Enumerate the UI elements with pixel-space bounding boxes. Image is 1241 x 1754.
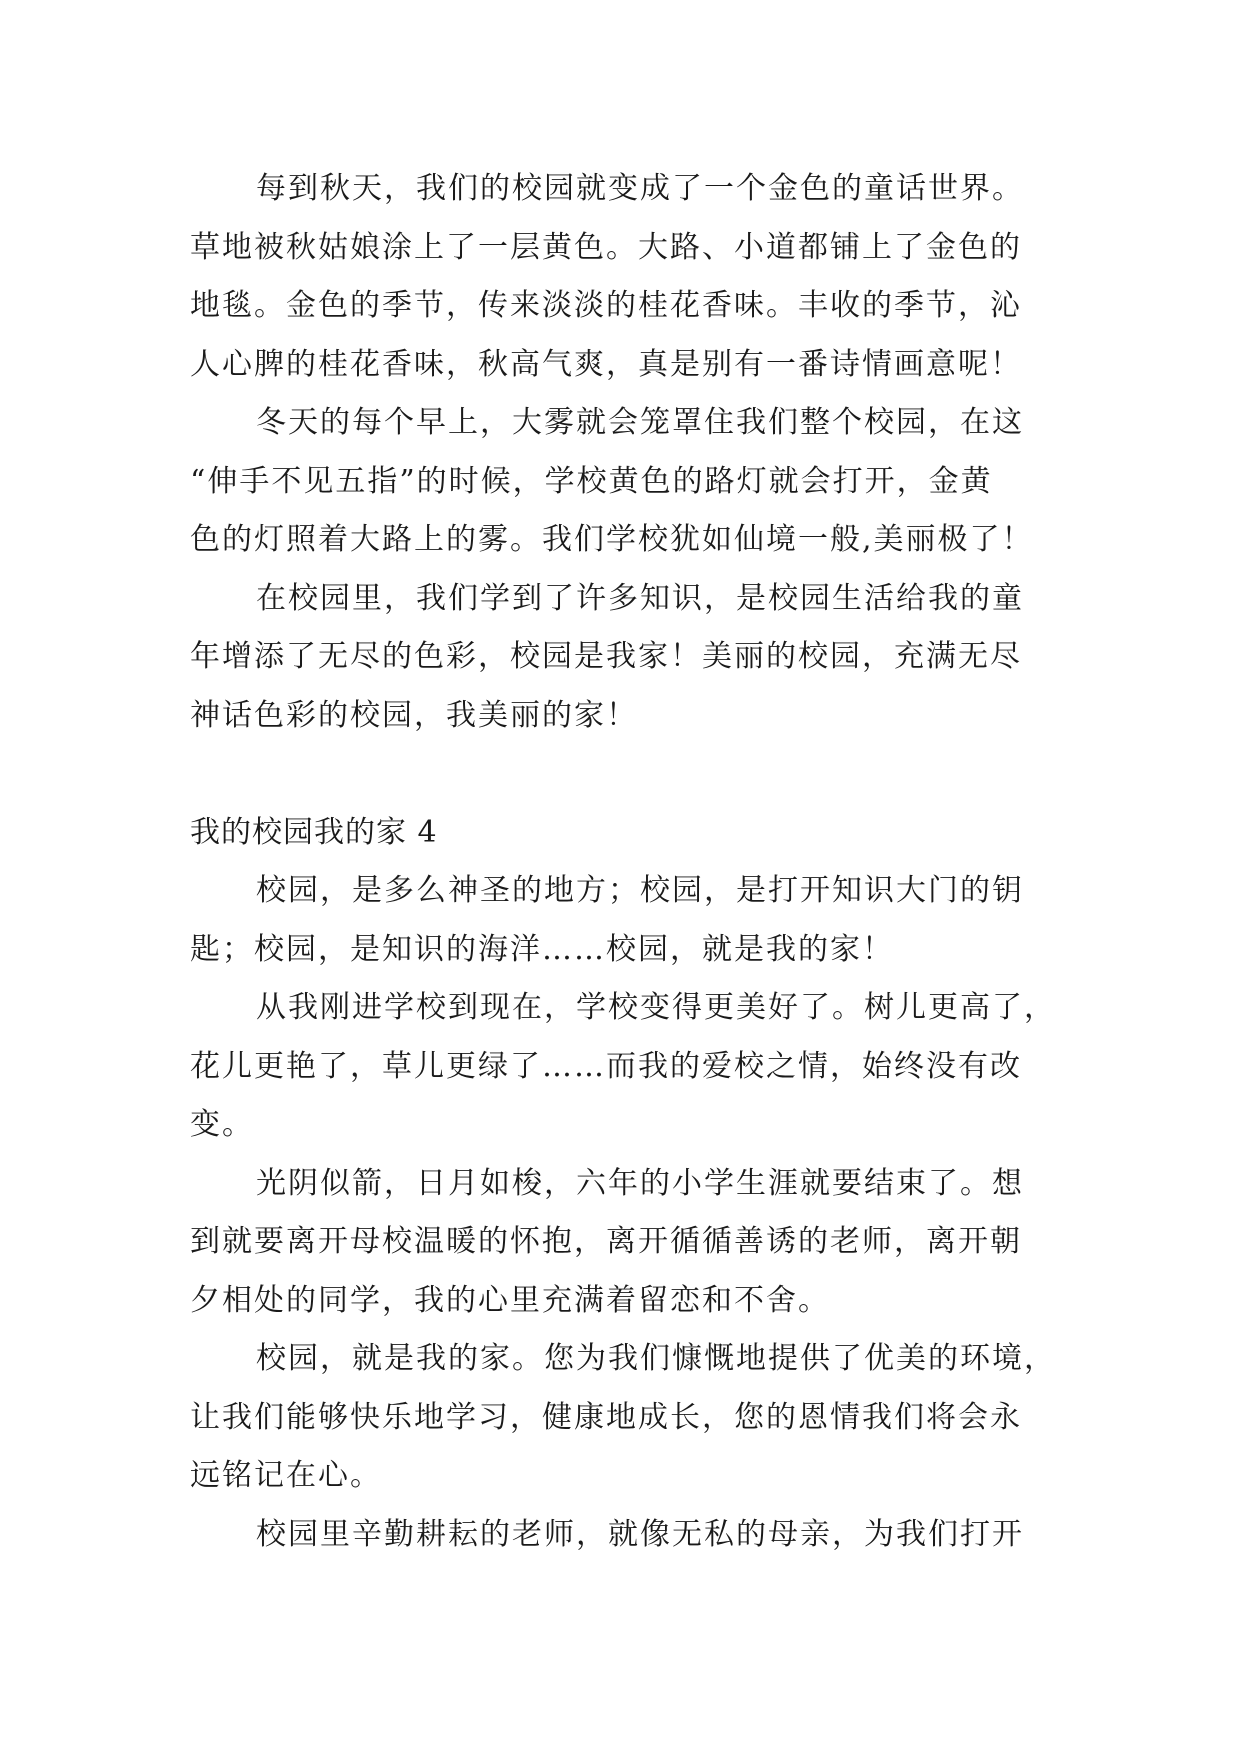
- paragraph-knowledge: [190, 570, 1070, 746]
- paragraph-line: 草地被秋姑娘涂上了一层黄色。大路、小道都铺上了金色的: [190, 229, 1022, 265]
- paragraph-autumn: [190, 160, 1070, 394]
- paragraph-time-flies: [190, 1155, 1070, 1331]
- paragraph-line: 年增添了无尽的色彩，校园是我家！美丽的校园，充满无尽: [190, 639, 1022, 674]
- paragraph-line: 从我刚进学校到现在，学校变得更美好了。树儿更高了，: [256, 990, 1056, 1025]
- paragraph-school-better: [190, 979, 1070, 1155]
- paragraph-line: 远铭记在心。: [190, 1458, 382, 1493]
- paragraph-campus-sacred: [190, 862, 1070, 979]
- paragraph-line: “伸手不见五指”的时候，学校黄色的路灯就会打开，金黄: [190, 463, 993, 499]
- paragraph-teachers: [190, 1506, 1070, 1565]
- paragraph-line: 变。: [190, 1107, 254, 1142]
- section-title: 我的校园我的家 4: [190, 814, 438, 850]
- paragraph-line: 校园，是多么神圣的地方；校园，是打开知识大门的钥: [256, 873, 1024, 908]
- section-gap: [190, 745, 1070, 804]
- paragraph-line: 在校园里，我们学到了许多知识，是校园生活给我的童: [256, 580, 1024, 616]
- paragraph-line: 光阴似箭，日月如梭，六年的小学生涯就要结束了。想: [256, 1165, 1024, 1201]
- paragraph-line: 校园，就是我的家。您为我们慷慨地提供了优美的环境，: [256, 1341, 1056, 1376]
- document-page: [190, 160, 1070, 1564]
- paragraph-winter: [190, 394, 1070, 570]
- paragraph-line: 校园里辛勤耕耘的老师，就像无私的母亲，为我们打开: [256, 1516, 1024, 1552]
- paragraph-line: 花儿更艳了，草儿更绿了……而我的爱校之情，始终没有改: [190, 1048, 1022, 1084]
- paragraph-line: 人心脾的桂花香味，秋高气爽，真是别有一番诗情画意呢！: [190, 346, 1022, 382]
- paragraph-line: 让我们能够快乐地学习，健康地成长，您的恩情我们将会永: [190, 1399, 1022, 1435]
- paragraph-line: 到就要离开母校温暖的怀抱，离开循循善诱的老师，离开朝: [190, 1224, 1022, 1259]
- paragraph-campus-home: [190, 1330, 1070, 1506]
- paragraph-line: 神话色彩的校园，我美丽的家！: [190, 697, 638, 733]
- paragraph-line: 地毯。金色的季节，传来淡淡的桂花香味。丰收的季节，沁: [190, 288, 1022, 323]
- paragraph-line: 色的灯照着大路上的雾。我们学校犹如仙境一般,美丽极了！: [190, 522, 1034, 557]
- paragraph-line: 冬天的每个早上，大雾就会笼罩住我们整个校园，在这: [256, 405, 1024, 440]
- paragraph-line: 夕相处的同学，我的心里充满着留恋和不舍。: [190, 1282, 830, 1318]
- paragraph-line: 匙；校园，是知识的海洋……校园，就是我的家！: [190, 931, 894, 967]
- paragraph-line: 每到秋天，我们的校园就变成了一个金色的童话世界。: [256, 171, 1024, 206]
